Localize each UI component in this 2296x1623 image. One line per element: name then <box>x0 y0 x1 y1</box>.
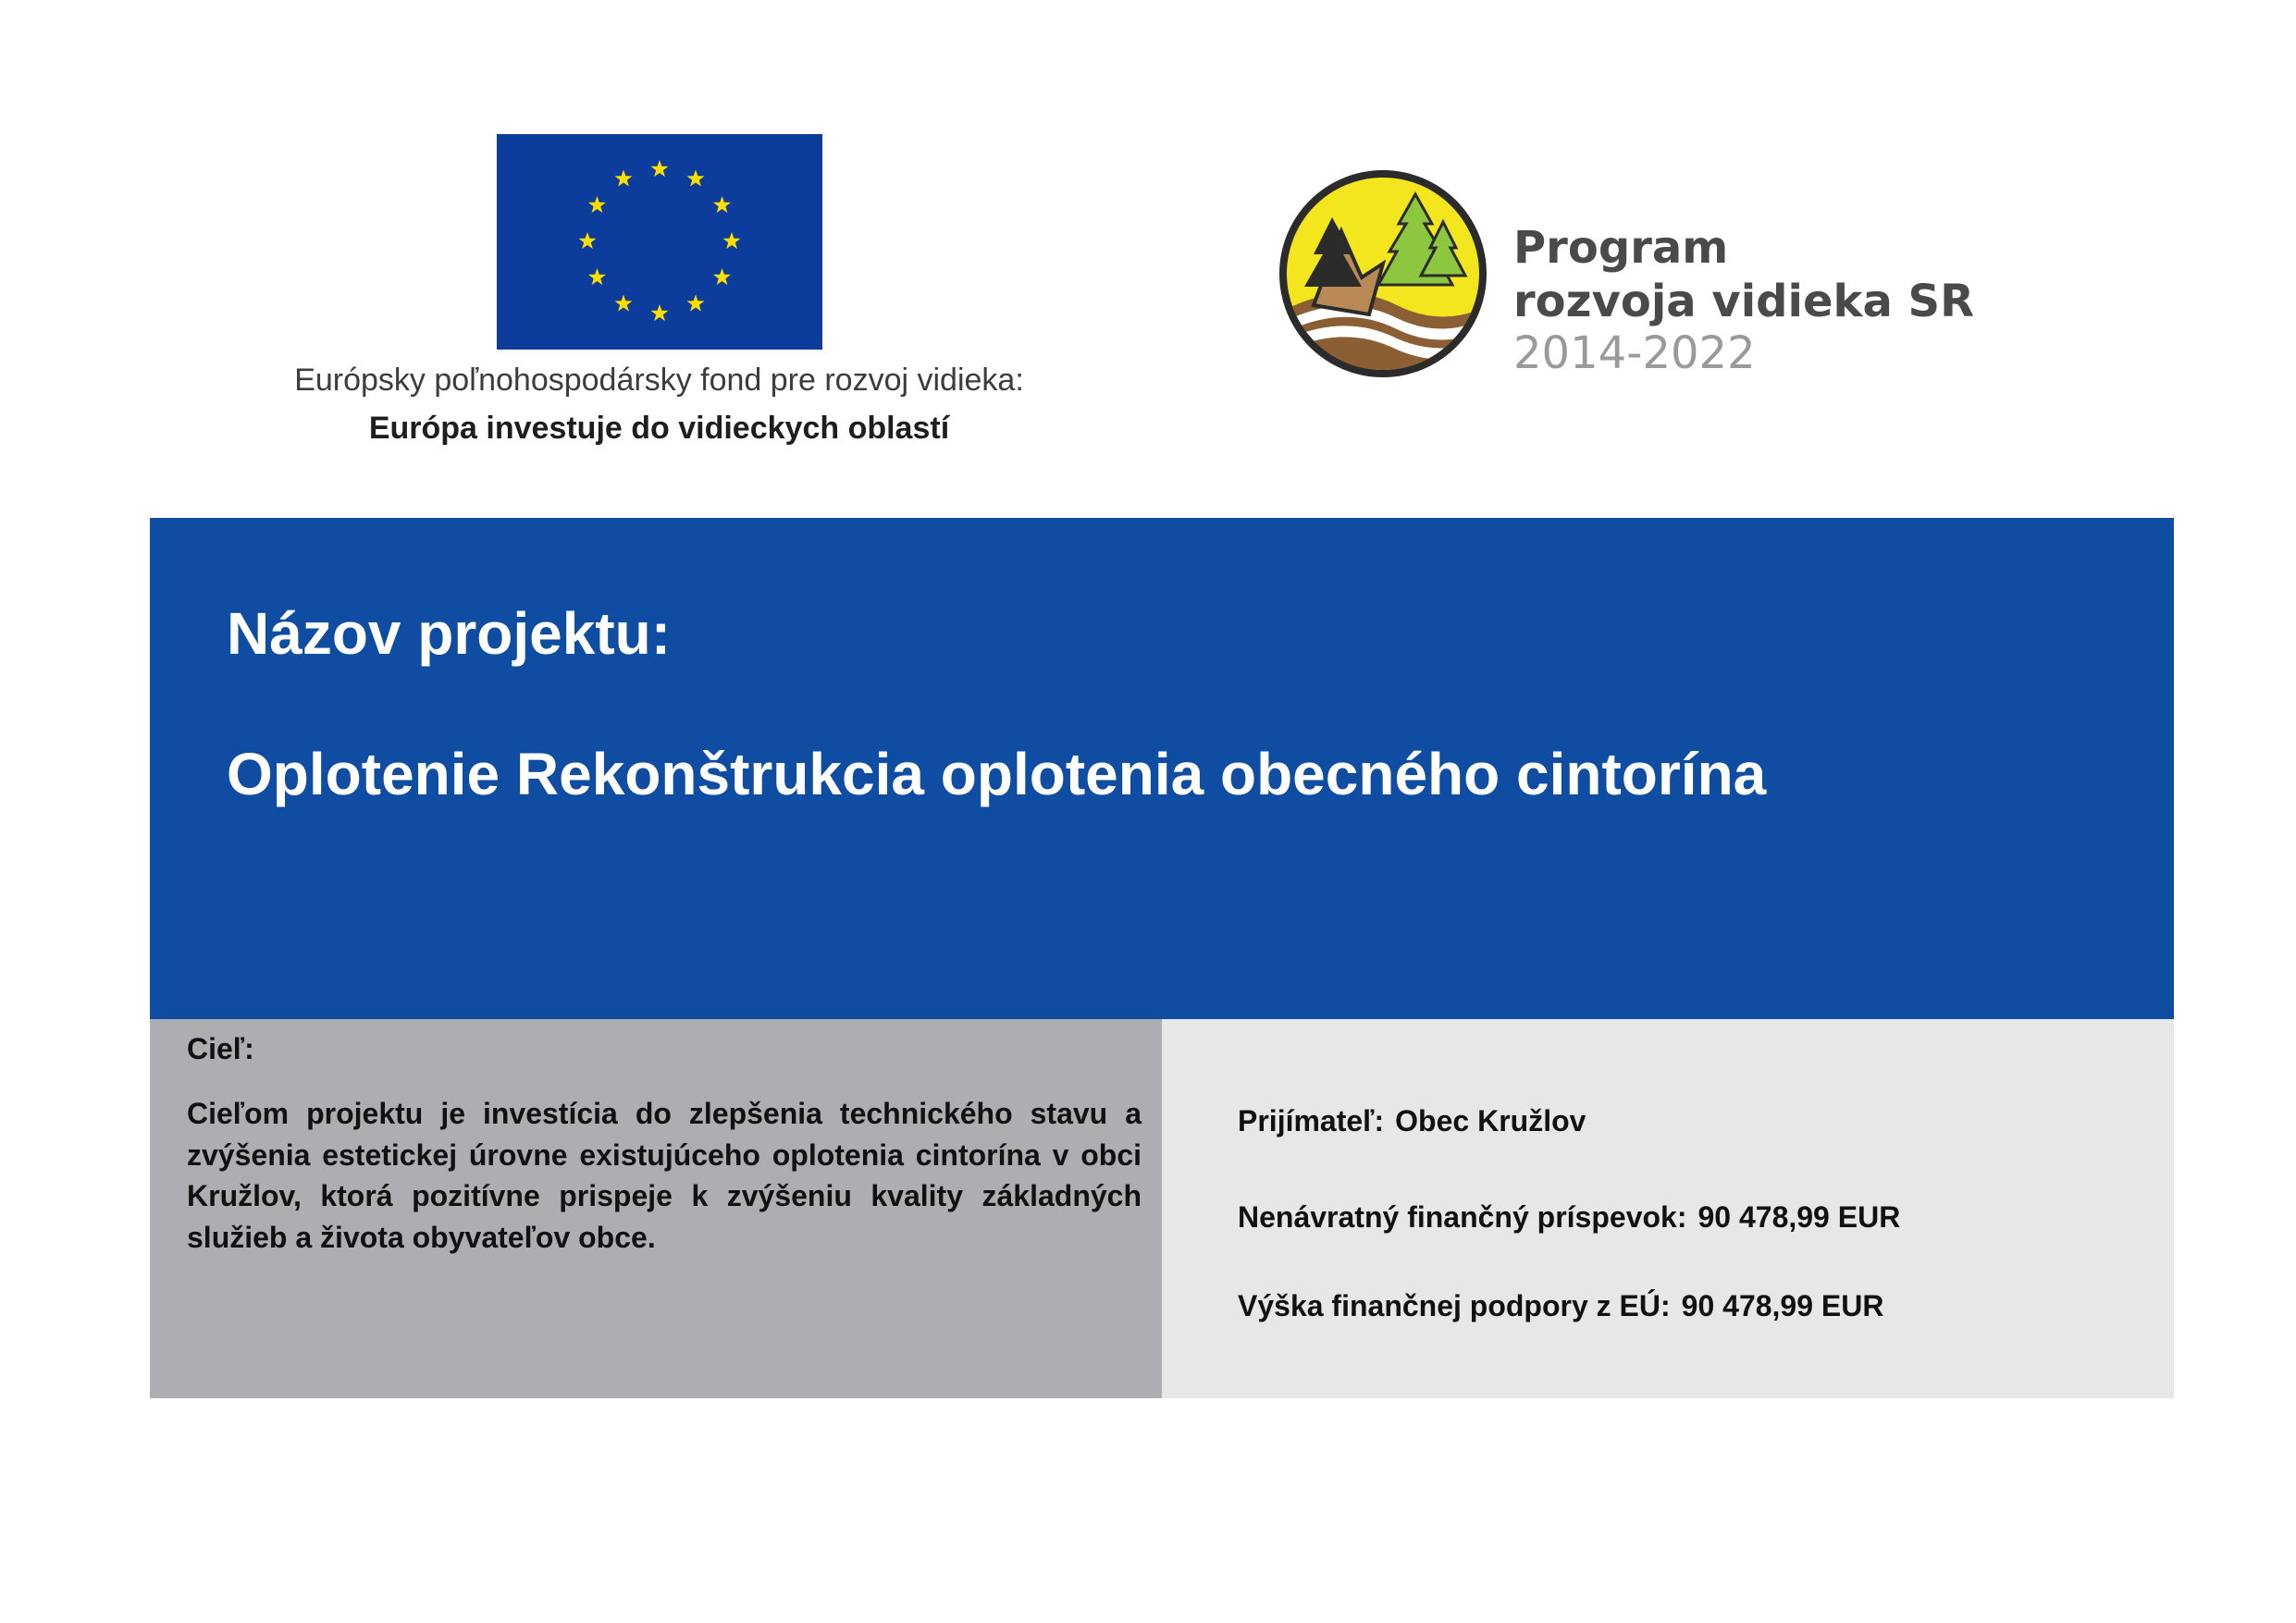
prv-years: 2014-2022 <box>1513 327 1756 379</box>
goal-heading: Cieľ: <box>187 1032 254 1065</box>
prv-title-line2: rozvoja vidieka SR <box>1513 276 1975 327</box>
info-panel <box>1162 1019 2174 1398</box>
eu-fund-slogan: Európa investuje do vidieckych oblastí <box>368 411 950 446</box>
grant-value: 90 478,99 EUR <box>1697 1200 1901 1234</box>
eu-flag-icon <box>497 134 822 350</box>
grant-label: Nenávratný finančný príspevok: <box>1238 1200 1687 1234</box>
eu-support-label: Výška finančnej podpory z EÚ: <box>1238 1289 1671 1322</box>
project-banner <box>150 518 2174 1019</box>
recipient-row <box>1238 1104 1586 1138</box>
rural-landscape-emblem-icon <box>1277 166 1489 381</box>
recipient-label: Prijímateľ: <box>1238 1104 1385 1137</box>
prv-title-line1: Program <box>1513 222 1729 274</box>
grant-row <box>1238 1200 1900 1235</box>
eu-support-row <box>1238 1289 1883 1323</box>
goal-panel <box>150 1019 1162 1398</box>
project-title: Oplotenie Rekonštrukcia oplotenia obecného cintorína <box>227 741 1767 807</box>
recipient-value: Obec Kružlov <box>1395 1104 1586 1137</box>
eu-support-value: 90 478,99 EUR <box>1681 1289 1884 1322</box>
goal-text: Cieľom projektu je investícia do zlepšenia technického stavu a zvýšenia estetickej úrovne existujúceho oplotenia cintorína v obci Kružlov, ktorá pozitívne prispeje k zvýšeniu kvality základných služieb a života obyvateľov obce. <box>187 1097 1142 1254</box>
project-name-label: Názov projektu: <box>227 600 672 667</box>
eu-fund-caption: Európsky poľnohospodársky fond pre rozvoj vidieka: <box>294 363 1024 398</box>
